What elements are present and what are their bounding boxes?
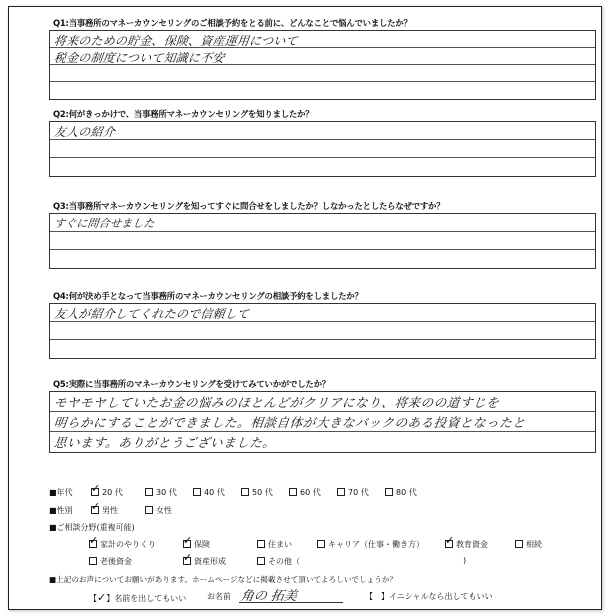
- age-option-30[interactable]: 30 代: [145, 487, 177, 498]
- name-field-label: お名前: [207, 592, 231, 601]
- q4-answer-1: 友人が紹介してくれたので信頼して: [53, 307, 250, 321]
- field-housing[interactable]: 住まい: [257, 539, 292, 550]
- checkbox[interactable]: [257, 557, 265, 565]
- gender-option-male[interactable]: ✓ 男性: [91, 505, 118, 516]
- q1-question: Q1:当事務所のマネーカウンセリングのご相談予約をとる前に、どんなことで悩んでいましたか？: [53, 18, 412, 28]
- q5-answer-3: 思います。ありがとうございました。: [53, 435, 277, 450]
- checkbox[interactable]: [89, 557, 97, 565]
- answer-line: [50, 48, 595, 65]
- q5-answer-box: [49, 391, 596, 453]
- field-household[interactable]: ✓家計のやりくり: [89, 539, 156, 550]
- initial-ok-option[interactable]: [365, 591, 493, 602]
- checkbox-checked[interactable]: [91, 488, 99, 496]
- age-option-20[interactable]: ✓ 20 代: [91, 487, 123, 498]
- q3-answer-box: [49, 213, 596, 269]
- bracket-open: 【: [365, 592, 373, 601]
- answer-line: [50, 392, 595, 412]
- answer-line: [50, 65, 595, 82]
- answer-line: [50, 340, 595, 358]
- q5-question: Q5:実際に当事務所のマネーカウンセリングを受けてみていかがでしたか？: [53, 379, 330, 389]
- checkbox[interactable]: [193, 488, 201, 496]
- q3-question: Q3:当事務所マネーカウンセリングを知ってすぐに問合せをしましたか？しなかったとしたらなぜですか？: [53, 201, 445, 211]
- publish-question: ■上記のお声についてお願いがあります。ホームページなどに掲載させて頂いてよろしいでしょうか？: [49, 575, 397, 584]
- name-ok-option[interactable]: [89, 591, 186, 604]
- answer-line: [50, 122, 595, 140]
- age-label: ■年代: [49, 488, 73, 497]
- field-retirement[interactable]: 老後資金: [89, 556, 132, 567]
- initial-ok-label: 】イニシャルなら出してもいい: [381, 592, 493, 601]
- q5-answer-1: モヤモヤしていたお金の悩みのほとんどがクリアになり、将来のの道すじを: [53, 395, 501, 410]
- checkbox-checked[interactable]: [91, 506, 99, 514]
- answer-line: [50, 232, 595, 250]
- checkbox[interactable]: [145, 488, 153, 496]
- checkbox-checked[interactable]: [183, 540, 191, 548]
- fields-label: ■ご相談分野(重複可能): [49, 523, 135, 532]
- q4-question: Q4:何が決め手となって当事務所のマネーカウンセリングの相談予約をしましたか？: [53, 291, 363, 301]
- q2-answer-1: 友人の紹介: [53, 125, 116, 139]
- checkbox[interactable]: [337, 488, 345, 496]
- name-ok-label: 】名前を出してもいい: [106, 594, 187, 603]
- checkbox[interactable]: [385, 488, 393, 496]
- survey-sheet: [8, 6, 602, 610]
- name-underline: [239, 602, 343, 603]
- gender-option-female[interactable]: 女性: [145, 505, 172, 516]
- q1-answer-1: 将来のための貯金、保険、資産運用について: [53, 34, 299, 48]
- answer-line: [50, 322, 595, 340]
- gender-label: ■性別: [49, 506, 73, 515]
- answer-line: [50, 432, 595, 452]
- checkbox[interactable]: [145, 506, 153, 514]
- field-career[interactable]: キャリア（仕事・働き方）: [317, 539, 424, 550]
- answer-line: [50, 82, 595, 99]
- q5-answer-2: 明らかにすることができました。相談自体が大きなバックのある投資となったと: [53, 415, 527, 430]
- answer-line: [50, 412, 595, 432]
- age-option-80[interactable]: 80 代: [385, 487, 417, 498]
- answer-line: [50, 31, 595, 48]
- age-option-70[interactable]: 70 代: [337, 487, 369, 498]
- field-inheritance[interactable]: 相続: [515, 539, 542, 550]
- q1-answer-2: 税金の制度について知識に不安: [53, 51, 226, 65]
- field-other-close: ): [463, 556, 467, 565]
- q2-answer-box: [49, 121, 596, 177]
- age-option-60[interactable]: 60 代: [289, 487, 321, 498]
- field-other[interactable]: その他（: [257, 556, 300, 567]
- age-option-40[interactable]: 40 代: [193, 487, 225, 498]
- answer-line: [50, 250, 595, 268]
- checkbox-checked[interactable]: [89, 540, 97, 548]
- field-insurance[interactable]: ✓ 保険: [183, 539, 210, 550]
- q2-question: Q2:何がきっかけで、当事務所マネーカウンセリングを知りましたか？: [53, 109, 314, 119]
- field-education[interactable]: ✓ 教育資金: [445, 539, 488, 550]
- name-value: 角の 拓美: [239, 589, 298, 604]
- field-asset-building[interactable]: ✓ 資産形成: [183, 556, 226, 567]
- checkbox-checked[interactable]: [445, 540, 453, 548]
- q4-answer-box: [49, 303, 596, 359]
- checkbox[interactable]: [241, 488, 249, 496]
- answer-line: [50, 158, 595, 176]
- answer-line: [50, 304, 595, 322]
- q1-answer-box: [49, 30, 596, 100]
- checkbox[interactable]: [257, 540, 265, 548]
- age-option-50[interactable]: 50 代: [241, 487, 273, 498]
- bracket-open: 【: [89, 594, 97, 603]
- checkbox[interactable]: [515, 540, 523, 548]
- answer-line: [50, 140, 595, 158]
- answer-line: [50, 214, 595, 232]
- checkbox[interactable]: [289, 488, 297, 496]
- checkbox-checked[interactable]: [183, 557, 191, 565]
- q3-answer-1: すぐに問合せました: [53, 217, 156, 230]
- check-mark: ✓: [97, 591, 107, 604]
- checkbox[interactable]: [317, 540, 325, 548]
